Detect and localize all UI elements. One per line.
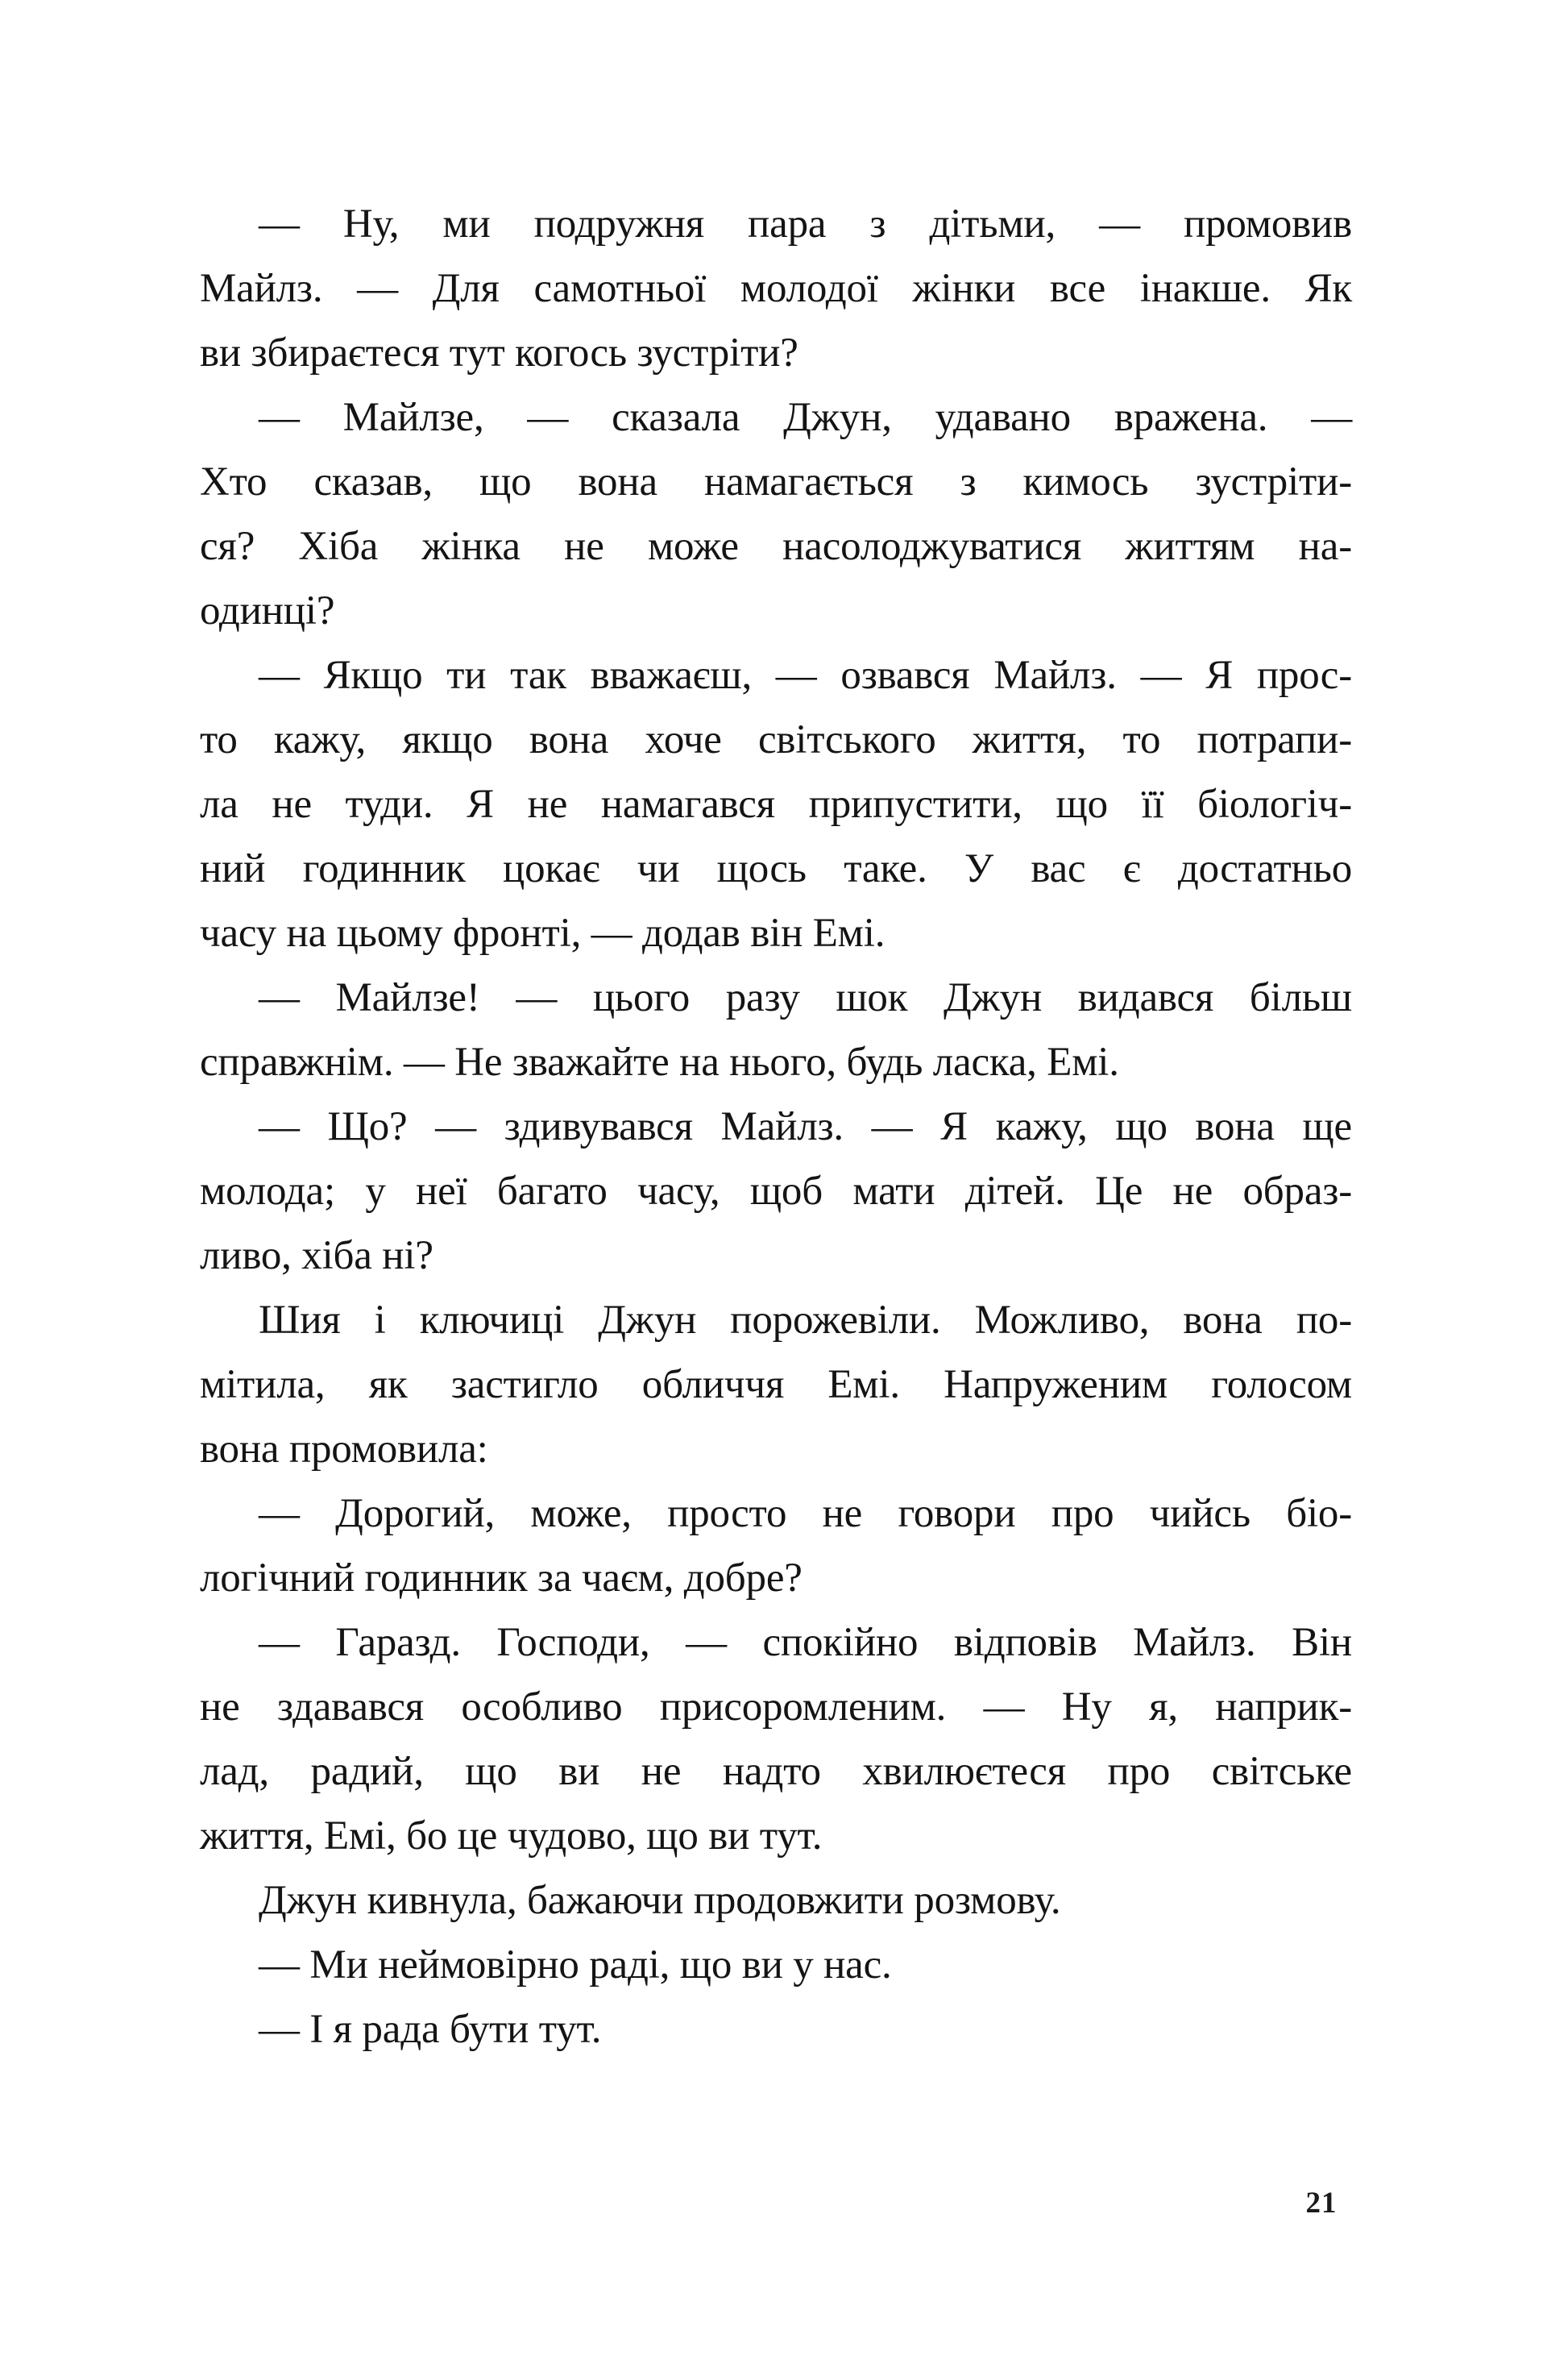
paragraph [200,1094,1352,1288]
text-line: ла не туди. Я не намагався припустити, що її біологіч- [200,782,1352,827]
text-line: мітила, як застигло обличчя Емі. Напруженим голосом [200,1362,1352,1407]
text-line: молода; у неї багато часу, щоб мати дітей. Це не образ- [200,1169,1352,1214]
text-line: — Дорогий, може, просто не говори про чийсь біо- [259,1491,1352,1536]
paragraph [200,1481,1352,1610]
paragraph [200,643,1352,966]
text-line: Майлз. — Для самотньої молодої жінки все інакше. Як [200,266,1352,311]
text-line: ний годинник цокає чи щось таке. У вас є достатньо [200,846,1352,891]
text-line: Хто сказав, що вона намагається з кимось зустріти- [200,459,1352,505]
text-line: життя, Емі, бо це чудово, що ви тут. [200,1813,823,1859]
paragraph [200,385,1352,643]
text-line: ливо, хіба ні? [200,1233,433,1278]
text-block [200,192,1352,2062]
paragraph [200,1933,1352,1997]
text-line: то кажу, якщо вона хоче світського життя, то потрапи- [200,717,1352,762]
paragraph [200,1868,1352,1933]
text-line: — Ну, ми подружня пара з дітьми, — промовив [259,201,1352,247]
paragraph [200,1288,1352,1481]
text-line: вона промовила: [200,1427,488,1472]
paragraph [200,966,1352,1094]
text-line: — Що? — здивувався Майлз. — Я кажу, що вона ще [259,1104,1352,1149]
paragraph [200,192,1352,385]
text-line: справжнім. — Не зважайте на нього, будь ласка, Емі. [200,1040,1119,1085]
text-line: — Ми неймовірно раді, що ви у нас. [259,1942,892,1987]
text-line: — Майлзе, — сказала Джун, удавано вражена. — [259,395,1352,440]
text-line: Шия і ключиці Джун порожевіли. Можливо, вона по- [259,1298,1352,1343]
text-line: — Майлзе! — цього разу шок Джун видався більш [259,975,1352,1020]
text-line: логічний годинник за чаєм, добре? [200,1556,803,1601]
paragraph [200,1997,1352,2062]
text-line: часу на цьому фронті, — додав він Емі. [200,911,885,956]
text-line: лад, радий, що ви не надто хвилюєтеся про світське [200,1749,1352,1794]
text-line: не здавався особливо присоромленим. — Ну я, наприк- [200,1684,1352,1730]
text-line: ся? Хіба жінка не може насолоджуватися життям на- [200,524,1352,569]
text-line: одинці? [200,588,335,633]
text-line: — Гаразд. Господи, — спокійно відповів Майлз. Він [259,1620,1352,1665]
text-line: Джун кивнула, бажаючи продовжити розмову. [259,1878,1061,1923]
paragraph [200,1610,1352,1868]
text-line: — Якщо ти так вважаєш, — озвався Майлз. — Я прос- [259,653,1352,698]
page-number: 21 [1305,2187,1338,2220]
text-line: — І я рада бути тут. [259,2007,602,2052]
text-line: ви збираєтеся тут когось зустріти? [200,330,798,376]
